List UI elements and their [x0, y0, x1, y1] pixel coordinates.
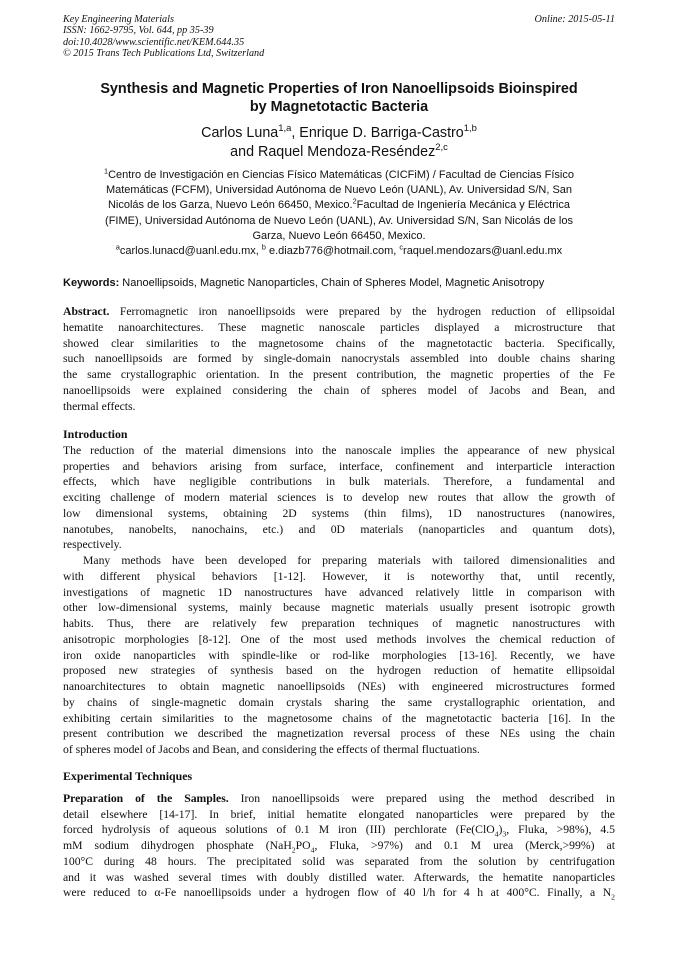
text-line: exhibiting certain similarities to the magnetosome chains of the magnetotactic bacteria [16]. In the: [63, 711, 615, 725]
email-mark: a: [115, 242, 120, 252]
text-line: low dimensional systems, obtaining 2D systems (thin films), 1D nanostructures (nanowires,: [63, 506, 615, 520]
text-line: other low-dimensional systems, mainly because magnetic materials usually present isotropic growth: [63, 601, 615, 615]
text-line: detail elsewhere [14-17]. In brief, initial hematite elongated nanoparticles were prepared by the: [63, 807, 615, 821]
text-line: by chains of single-magnetic domain crystals sharing the same crystallographic orientation, and: [63, 695, 615, 709]
subscript: 4: [494, 829, 499, 838]
keywords: [63, 276, 615, 290]
title-line-1: Synthesis and Magnetic Properties of Iron Nanoellipsoids Bioinspired: [100, 81, 578, 97]
experimental-section: [63, 769, 615, 901]
subscript: 2: [291, 845, 296, 854]
subscript: 2: [611, 892, 615, 901]
title-line-2: by Magnetotactic Bacteria: [249, 99, 429, 115]
journal-name: Key Engineering Materials: [63, 14, 174, 25]
text-line: 100°C during 48 hours. The precipitated solid was separated from the solution by centrifugation: [63, 854, 615, 868]
email-mark: b: [261, 242, 266, 252]
author-name: Raquel Mendoza-Reséndez: [258, 144, 436, 160]
text-line: respectively.: [63, 538, 122, 552]
text-line: of spheres model of Jacobs and Bean, and considering the effects of thermal fluctuations.: [63, 743, 480, 756]
abstract-line: Ferromagnetic iron nanoellipsoids were prepared by the hydrogen reduction of ellipsoidal: [109, 305, 615, 318]
text-line: Iron nanoellipsoids were prepared using the method described in: [228, 791, 615, 805]
email-mark: c: [399, 242, 404, 252]
abstract-line: the same crystallographic orientation. In the present contribution, the magnetic properties of the Fe: [63, 368, 615, 381]
text-fragment: , Fluka, >98%), 4.5: [506, 823, 615, 837]
affiliations: [63, 168, 615, 259]
author-affil-mark: 2,c: [435, 141, 448, 153]
abstract-line: showed clear similarities to the magnetosome chains of the magnetotactic bacteria. Specifically,: [63, 336, 615, 350]
doi-line: doi:10.4028/www.scientific.net/KEM.644.35: [63, 36, 245, 48]
introduction-section: [63, 427, 615, 758]
author-affil-mark: 1,b: [463, 122, 477, 134]
author-list: [63, 124, 615, 162]
text-line: investigations of magnetic 1D nanostructures have advanced relatively little in comparison with: [63, 585, 615, 599]
text-line: were reduced to α-Fe nanoellipsoids under a hydrogen flow of 40 l/h for 4 h at 400°C. Finally, a N: [63, 886, 612, 900]
subscript: 3: [502, 829, 507, 838]
abstract-line: thermal effects.: [63, 399, 136, 413]
intro-paragraph-2: [63, 553, 615, 758]
affil-line: Garza, Nuevo León 66450, Mexico.: [252, 229, 426, 242]
abstract: [63, 304, 615, 414]
section-heading: Introduction: [63, 427, 128, 441]
keywords-text: Nanoellipsoids, Magnetic Nanoparticles, Chain of Spheres Model, Magnetic Anisotropy: [119, 277, 545, 289]
text-line: and it was washed several times with doubly distilled water. Afterwards, the hematite nanoparticles: [63, 870, 615, 884]
email-address[interactable]: e.diazb776@hotmail.com,: [265, 245, 400, 258]
abstract-line: such nanoellipsoids are formed by single-domain nanocrystals assembled into double chains sharing: [63, 352, 615, 366]
subscript: 4: [310, 845, 315, 854]
text-line: iron oxide nanoparticles with spindle-like or rod-like morphologies [13-16]. Recently, we have: [63, 648, 615, 662]
affil-line: Facultad de Ingeniería Mecánica y Eléctrica: [356, 199, 570, 212]
copyright-line: © 2015 Trans Tech Publications Ltd, Switzerland: [63, 48, 265, 60]
affil-mark: 1: [104, 166, 109, 176]
text-fragment: PO: [295, 839, 311, 852]
text-line: anisotropic morphologies [8-12]. One of the most used methods involves the chemical reduction of: [63, 632, 615, 646]
affil-mark: 2: [352, 196, 357, 206]
text-line: exciting challenge of modern material sciences is to develop new routes that allow the growth of: [63, 491, 615, 504]
text-line: The reduction of the material dimensions into the nanoscale implies the appearance of new physical: [63, 443, 615, 457]
text-fragment: , Fluka, >97%) and 0.1 M urea (Merck,>99%) at: [314, 839, 615, 852]
affil-line: Centro de Investigación en Ciencias Físico Matemáticas (CICFiM) / Facultad de Ciencias Físico: [108, 169, 574, 181]
text-line: habits. Thus, there are relatively few preparation techniques of magnetic nanostructures with: [63, 617, 615, 630]
text-line: nanoarchitectures to obtain magnetic nanoellipsoids (NEs) with engineered microstructures formed: [63, 680, 615, 693]
text-line: Many methods have been developed for preparing materials with tailored dimensionalities and: [83, 554, 615, 567]
text-line: mM sodium dihydrogen phosphate (NaH: [63, 839, 292, 852]
subsection-label: Preparation of the Samples.: [63, 791, 229, 805]
text-line: forced hydrolysis of aqueous solutions of 0.1 M iron (III) perchlorate (Fe(ClO: [63, 823, 495, 837]
text-line: nanotubes, nanobelts, nanochains, etc.) and 0D materials (nanoparticles and quantum dots),: [63, 522, 615, 536]
text-line: effects, which have negligible contributions in bulk materials. Therefore, a fundamental and: [63, 475, 615, 489]
abstract-label: Abstract.: [63, 305, 110, 318]
journal-header: [63, 14, 615, 60]
author-affil-mark: 1,a: [278, 122, 292, 134]
text-fragment: ): [498, 823, 503, 837]
abstract-line: nanoellipsoids were explained considering the chain of spheres model of Jacobs and Bean, and: [63, 383, 615, 397]
author-conjunction: and: [230, 144, 258, 160]
text-line: present contribution we described the magnetization reversal process of these NEs using the chain: [63, 727, 615, 741]
abstract-line: hematite nanoarchitectures. These magnetic nanoscale particles displayed a microstructure that: [63, 320, 615, 334]
affil-line: Matemáticas (FCFM), Universidad Autónoma de Nuevo León (UANL), Av. Universidad S/N, San: [105, 184, 573, 197]
email-line: [63, 244, 615, 259]
paper-title: [63, 80, 615, 116]
online-date: Online: 2015-05-11: [534, 14, 615, 25]
email-address[interactable]: raquel.mendozars@uanl.edu.mx: [403, 245, 563, 258]
intro-paragraph-1: [63, 443, 615, 553]
text-line: properties and behaviors arising from surface, interface, confinement and interparticle interaction: [63, 459, 615, 473]
author-name: Enrique D. Barriga-Castro: [299, 125, 464, 141]
affil-line: Nicolás de los Garza, Nuevo León 66450, Mexico.: [107, 199, 353, 212]
author-separator: ,: [291, 125, 300, 141]
keywords-label: Keywords:: [63, 277, 120, 289]
section-heading: Experimental Techniques: [63, 769, 193, 783]
issn-line: ISSN: 1662-9795, Vol. 644, pp 35-39: [63, 25, 214, 37]
affil-line: (FIME), Universidad Autónoma de Nuevo León (UANL), Av. Universidad S/N, San Nicolás de los: [105, 214, 573, 227]
email-address[interactable]: carlos.lunacd@uanl.edu.mx,: [119, 245, 262, 258]
text-line: proposed new strategies of synthesis based on the hydrogen reduction of hematite ellipsoidal: [63, 664, 615, 678]
text-line: with different physical behaviors [1-12]. However, it is noteworthy that, until recently,: [63, 569, 615, 583]
author-name: Carlos Luna: [201, 125, 279, 141]
